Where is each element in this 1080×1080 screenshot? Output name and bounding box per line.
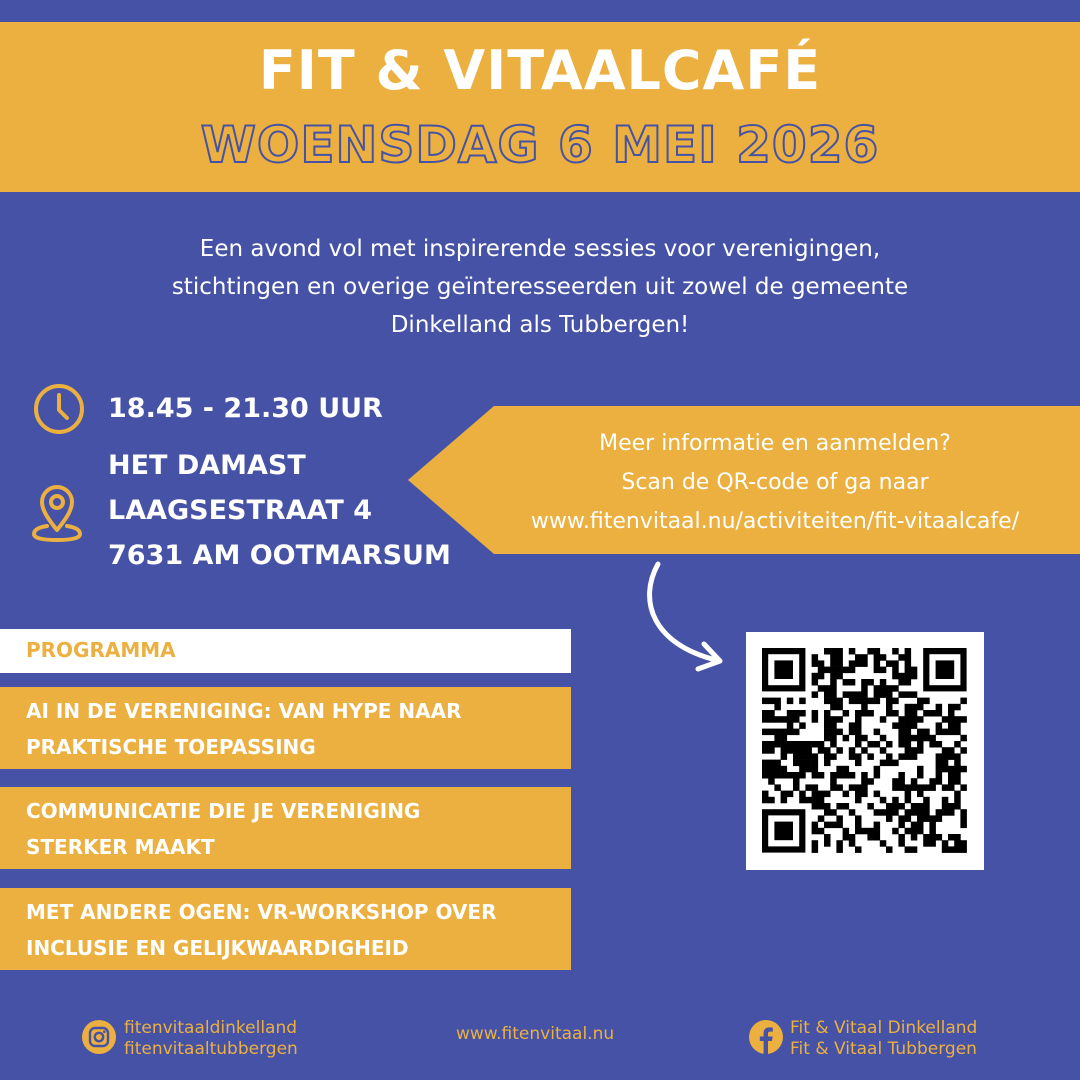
callout-url[interactable]: www.fitenvitaal.nu/activiteiten/fit-vitaalcafe/ [530,509,1020,534]
intro-line: Dinkelland als Tubbergen! [390,312,690,338]
instagram-handle[interactable]: fitenvitaaltubbergen [124,1039,298,1059]
session-line: COMMUNICATIE DIE JE VERENIGING [26,799,421,823]
callout-text [470,424,1080,541]
website-link[interactable]: www.fitenvitaal.nu [456,1024,615,1044]
page-title: FIT & VITAALCAFÉ [258,39,822,102]
instagram-handle[interactable]: fitenvitaaldinkelland [124,1018,298,1038]
qr-code[interactable] [746,632,984,870]
facebook-page[interactable]: Fit & Vitaal Tubbergen [790,1039,977,1059]
instagram-accounts [124,1018,298,1060]
instagram-icon[interactable] [82,1020,116,1054]
intro-line: stichtingen en overige geïnteresseerden uit zowel de gemeente [171,274,909,300]
qr-code-pattern [746,632,984,870]
session-line: STERKER MAAKT [26,835,215,859]
session-line: MET ANDERE OGEN: VR-WORKSHOP OVER [26,900,497,924]
facebook-page[interactable]: Fit & Vitaal Dinkelland [790,1018,978,1038]
facebook-pages [790,1018,977,1060]
session-line: INCLUSIE EN GELIJKWAARDIGHEID [26,936,409,960]
venue-city: 7631 AM OOTMARSUM [108,540,451,571]
facebook-icon[interactable] [749,1020,783,1054]
event-address [108,443,451,578]
session-1 [0,687,571,769]
curved-arrow-icon [630,560,740,672]
callout-line: Meer informatie en aanmelden? [599,431,951,456]
intro-text [60,230,1020,344]
session-title [26,793,566,865]
event-date: WOENSDAG 6 MEI 2026 [200,116,880,174]
programme-heading: PROGRAMMA [26,638,176,662]
session-line: AI IN DE VERENIGING: VAN HYPE NAAR [26,699,462,723]
session-2 [0,787,571,869]
clock-icon [32,382,86,436]
event-time: 18.45 - 21.30 UUR [108,393,383,424]
header-banner [0,22,1080,192]
location-pin-icon [30,480,84,544]
programme-label [0,629,571,673]
venue-name: HET DAMAST [108,450,306,481]
callout-line: Scan de QR-code of ga naar [621,470,929,495]
session-title [26,693,566,765]
intro-line: Een avond vol met inspirerende sessies voor verenigingen, [199,236,881,262]
session-line: PRAKTISCHE TOEPASSING [26,735,316,759]
session-title [26,894,566,966]
venue-street: LAAGSESTRAAT 4 [108,495,373,526]
session-3 [0,888,571,970]
